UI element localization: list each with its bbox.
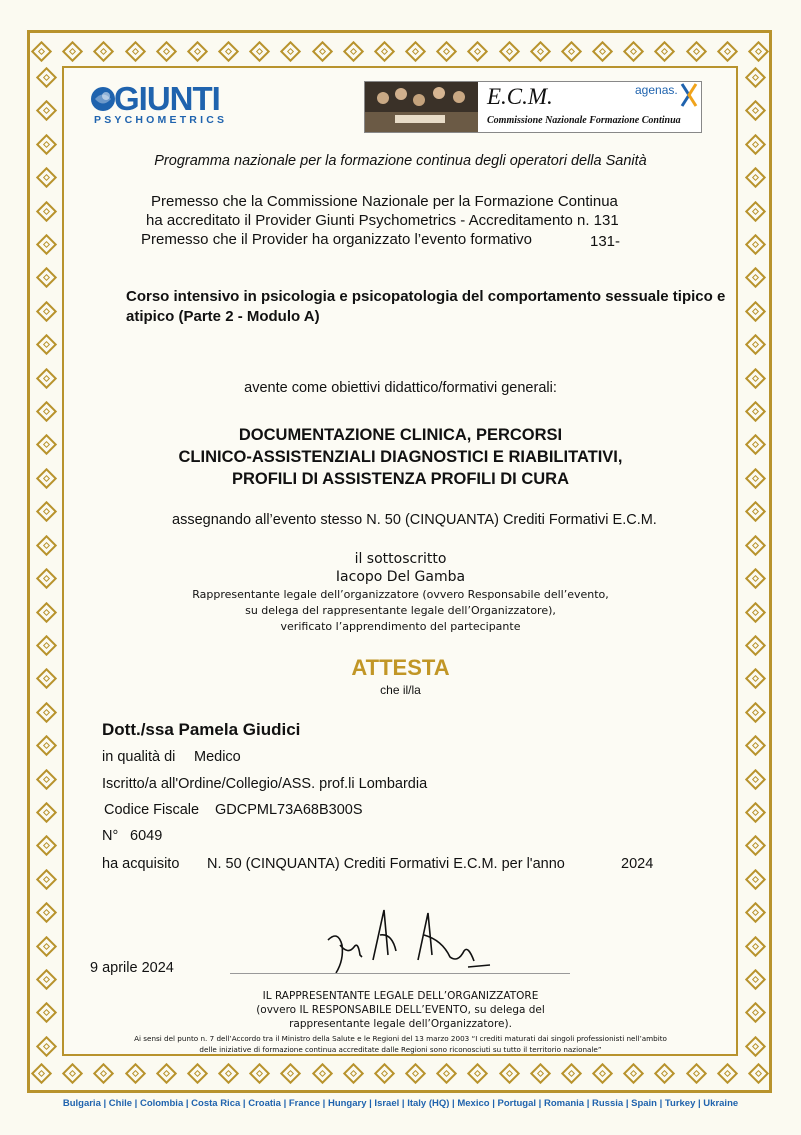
ornament-diamond [436,40,457,61]
qualita-value: Medico [194,749,241,765]
ornament-diamond [717,40,738,61]
ornament-diamond [156,40,177,61]
premesso-line-1: Premesso che la Commissione Nazionale per la Formazione Continua [151,193,618,210]
ornament-diamond [35,401,56,422]
ornament-diamond [744,501,765,522]
ornament-diamond [744,702,765,723]
ornament-diamond [35,768,56,789]
codice-fiscale-label: Codice Fiscale [104,802,200,818]
acquisito-value: N. 50 (CINQUANTA) Crediti Formativi E.C.M. per l'anno [207,856,565,872]
ornament-diamond [249,1062,270,1083]
ornament-diamond [498,40,519,61]
ornament-diamond [744,301,765,322]
ornament-diamond [35,501,56,522]
ornament-diamond [744,635,765,656]
giunti-globe-icon [90,86,116,112]
ornament-diamond [498,1062,519,1083]
ornament-diamond [124,40,145,61]
giunti-wordmark: GIUNTI [114,80,220,117]
credits-year: 2024 [621,856,654,872]
ornament-diamond [35,267,56,288]
ornament-diamond [62,40,83,61]
premesso-line-3: Premesso che il Provider ha organizzato l’evento formativo [141,231,533,248]
agenas-logo-text: agenas. [635,83,678,97]
agenas-mark-icon [679,82,699,108]
ornament-diamond [374,40,395,61]
ornament-diamond [654,40,675,61]
ornament-diamond [311,1062,332,1083]
credits-assigned: assegnando all’evento stesso N. 50 (CINQUANTA) Crediti Formativi E.C.M. [172,512,657,528]
giunti-subtitle: PSYCHOMETRICS [94,114,228,126]
footer-countries: Bulgaria | Chile | Colombia | Costa Rica | Croatia | France | Hungary | Israel | Italy (HQ) | Mexico | Portugal | Romania | Russia | Spain | Turkey | Ukraine [62,1098,739,1109]
ornament-diamond [35,869,56,890]
issue-date: 9 aprile 2024 [90,960,174,976]
ornament-diamond [35,67,56,88]
ornament-diamond [592,1062,613,1083]
ornament-diamond [405,40,426,61]
legal-rep-line-1: IL RAPPRESENTANTE LEGALE DELL’ORGANIZZATORE [262,990,539,1002]
ornament-diamond [744,835,765,856]
ornament-diamond [280,1062,301,1083]
ornament-diamond [35,902,56,923]
ornament-diamond [249,40,270,61]
ornament-diamond [124,1062,145,1083]
ornament-diamond [530,40,551,61]
ornament-diamond [35,702,56,723]
objective-line-3: PROFILI DI ASSISTENZA PROFILI DI CURA [231,470,570,488]
legal-note-line-1: Ai sensi del punto n. 7 dell’Accordo tra il Ministro della Salute e le Regioni del 13 marzo 2003 “I crediti maturati dai singoli professionisti nell’ambito [134,1034,667,1043]
ecm-subtitle: Commissione Nazionale Formazione Continua [487,115,681,126]
premesso-line-2: ha accreditato il Provider Giunti Psychometrics - Accreditamento n. 131 [146,212,619,229]
ornament-diamond [62,1062,83,1083]
ornament-diamond [717,1062,738,1083]
ornament-diamond [31,1062,52,1083]
ornament-diamond [35,234,56,255]
legal-rep-line-2: (ovvero IL RESPONSABILE DELL’EVENTO, su delega del [256,1004,545,1016]
program-heading: Programma nazionale per la formazione continua degli operatori della Sanità [154,153,647,169]
ornament-diamond [467,40,488,61]
ornament-diamond [35,334,56,355]
ornament-band-bottom [34,1058,766,1088]
signatory-role-1: Rappresentante legale dell’organizzatore (ovvero Responsabile dell’evento, [192,588,609,601]
ornament-diamond [467,1062,488,1083]
ornament-diamond [744,869,765,890]
ornament-diamond [744,67,765,88]
event-code: 131- [590,233,621,250]
ornament-diamond [744,134,765,155]
ecm-banner [364,81,702,133]
ornament-diamond [343,1062,364,1083]
giunti-logo [90,80,250,133]
ornament-diamond [744,267,765,288]
legal-rep-line-3: rappresentante legale dell’Organizzatore). [289,1018,512,1030]
ornament-diamond [686,40,707,61]
ornament-diamond [35,201,56,222]
ornament-diamond [748,1062,769,1083]
ecm-title: E.C.M. [487,84,553,109]
ornament-diamond [218,40,239,61]
ornament-diamond [744,100,765,121]
ornament-diamond [744,735,765,756]
ornament-diamond [405,1062,426,1083]
ornament-diamond [218,1062,239,1083]
codice-fiscale-value: GDCPML73A68B300S [215,802,363,818]
ornament-diamond [93,40,114,61]
ornament-diamond [744,768,765,789]
signatory-intro: il sottoscritto [354,551,447,567]
ornament-diamond [35,935,56,956]
ornament-diamond [35,969,56,990]
ornament-diamond [93,1062,114,1083]
objective-line-2: CLINICO-ASSISTENZIALI DIAGNOSTICI E RIABILITATIVI, [178,448,623,466]
ornament-diamond [35,835,56,856]
ornament-band-top [34,36,766,66]
signatory-role-2: su delega del rappresentante legale dell’Organizzatore), [245,604,556,617]
ornament-diamond [623,1062,644,1083]
course-title: Corso intensivo in psicologia e psicopatologia del comportamento sessuale tipico e atipico (Parte 2 - Modulo A) [126,288,726,325]
ornament-diamond [187,1062,208,1083]
ornament-diamond [744,902,765,923]
ornament-diamond [35,167,56,188]
ornament-diamond [35,134,56,155]
ornament-diamond [748,40,769,61]
ornament-diamond [35,802,56,823]
qualita-label: in qualità di [102,749,176,765]
ornament-diamond [744,935,765,956]
ornament-diamond [686,1062,707,1083]
iscritto-line: Iscritto/a all'Ordine/Collegio/ASS. prof.li Lombardia [102,776,428,792]
objectives-intro: avente come obiettivi didattico/formativi generali: [244,380,557,396]
ornament-diamond [436,1062,457,1083]
ecm-painting-image [365,82,478,132]
signatory-name: Iacopo Del Gamba [335,569,466,585]
ornament-diamond [561,1062,582,1083]
che-il-la: che il/la [380,683,421,697]
ornament-diamond [280,40,301,61]
ornament-diamond [744,401,765,422]
ornament-diamond [35,735,56,756]
legal-note-line-2: delle iniziative di formazione continua accreditate dalle Regioni sono riconosciuti su tutto il territorio nazionale” [199,1045,602,1054]
ornament-diamond [35,100,56,121]
ornament-diamond [744,201,765,222]
ornament-diamond [592,40,613,61]
ornament-diamond [744,167,765,188]
numero-value: 6049 [130,828,163,844]
ornament-diamond [343,40,364,61]
ornament-diamond [744,234,765,255]
ornament-diamond [744,334,765,355]
ornament-diamond [530,1062,551,1083]
acquisito-label: ha acquisito [102,856,180,872]
attesta-heading: ATTESTA [351,655,450,680]
ornament-diamond [744,802,765,823]
ornament-diamond [561,40,582,61]
signature-line [230,973,570,974]
ornament-diamond [156,1062,177,1083]
objective-line-1: DOCUMENTAZIONE CLINICA, PERCORSI [238,426,563,444]
ornament-diamond [374,1062,395,1083]
ornament-diamond [187,40,208,61]
ornament-diamond [31,40,52,61]
ornament-diamond [744,969,765,990]
ornament-diamond [623,40,644,61]
numero-label: N° [102,828,119,844]
ornament-diamond [311,40,332,61]
signatory-role-3: verificato l’apprendimento del partecipante [280,620,521,633]
ornament-diamond [35,301,56,322]
participant-name: Dott./ssa Pamela Giudici [102,720,301,739]
ornament-diamond [35,635,56,656]
ornament-diamond [654,1062,675,1083]
